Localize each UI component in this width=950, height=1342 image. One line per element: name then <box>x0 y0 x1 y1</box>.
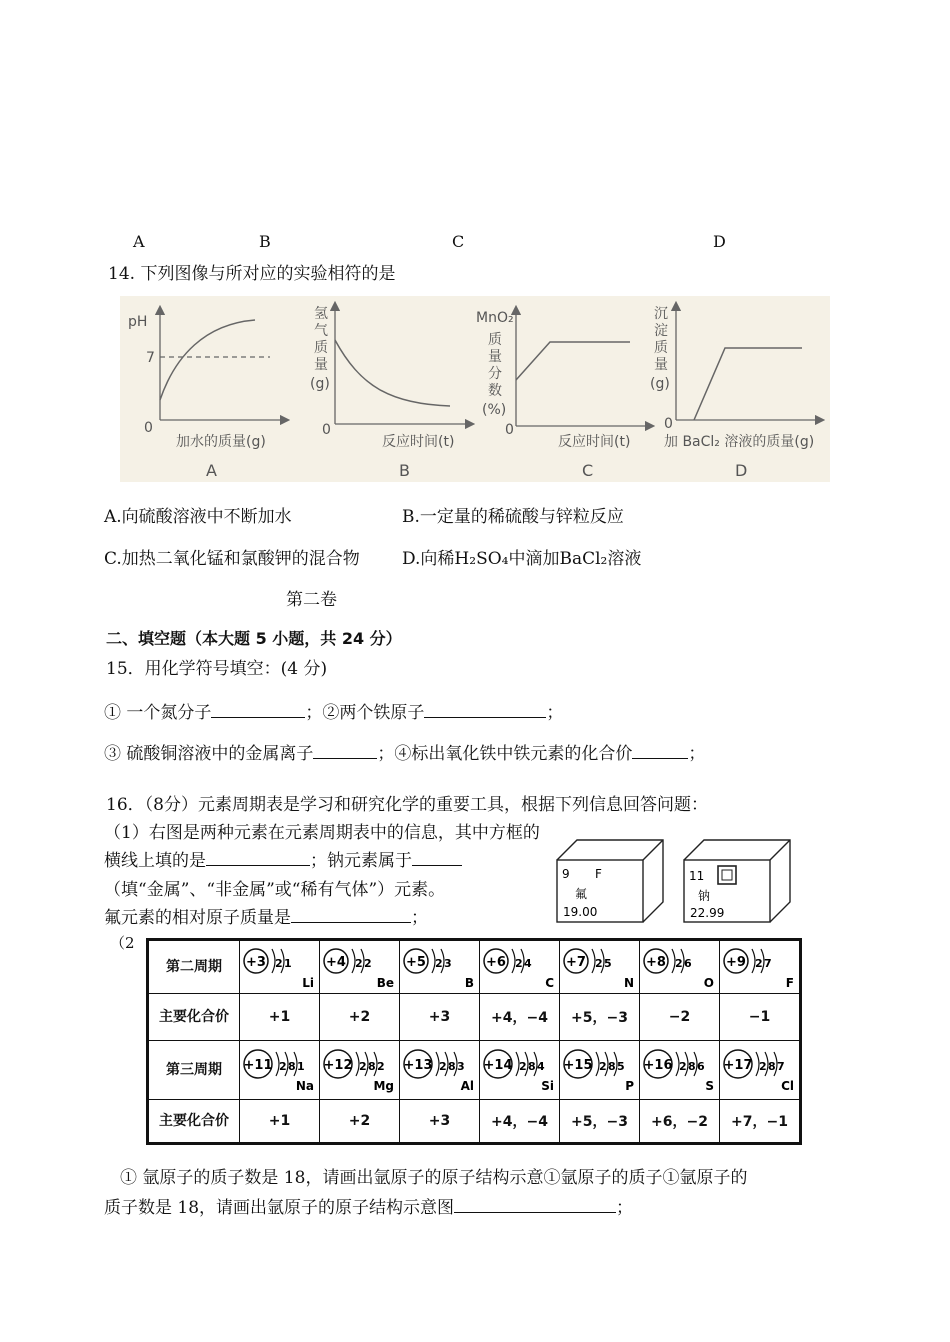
valence-cell: +1 <box>240 1100 320 1144</box>
valence-cell: +6，−2 <box>640 1100 720 1144</box>
electron-count: 8 <box>608 1060 616 1073</box>
graph-c-x-label: 反应时间(t) <box>558 434 631 450</box>
electron-count: 2 <box>759 1060 767 1073</box>
element-symbol: Al <box>460 1079 474 1093</box>
q14-option-d: D.向稀H₂SO₄中滴加BaCl₂溶液 <box>402 549 642 569</box>
valence-cell: −1 <box>720 994 801 1041</box>
q16-line4a: 氟元素的相对原子质量是 <box>104 908 291 928</box>
q14-graph-panel <box>120 296 830 482</box>
graph-d-x-label: 加 BaCl₂ 溶液的质量(g) <box>664 434 815 450</box>
q15-blank3[interactable] <box>313 740 377 759</box>
graph-a-y-mark: 7 <box>146 350 155 366</box>
valence-cell: +4，−4 <box>480 1100 560 1144</box>
element-box-sodium <box>682 838 794 931</box>
q16-q1-line1: ① 氩原子的质子数是 18，请画出氩原子的原子结构示意①氩原子的质子①氩原子的 <box>120 1168 748 1188</box>
valence-cell: +5，−3 <box>560 1100 640 1144</box>
graph-b-letter: B <box>399 461 410 480</box>
electron-count: 8 <box>448 1060 456 1073</box>
atom-diagram <box>640 941 719 993</box>
fluorine-symbol: F <box>595 867 602 881</box>
graph-c <box>476 310 650 480</box>
atom-cell <box>400 940 480 994</box>
part2-title: 第二卷 <box>286 590 337 610</box>
electron-count: 4 <box>524 957 532 970</box>
nucleus-charge: +8 <box>646 955 666 970</box>
electron-count: 2 <box>599 1060 607 1073</box>
atom-diagram <box>320 941 399 993</box>
period2-row <box>148 940 801 994</box>
q16-q1-line2 <box>104 1193 633 1218</box>
atom-cell <box>560 940 640 994</box>
q15-blank2[interactable] <box>424 699 546 718</box>
element-symbol: S <box>705 1079 714 1093</box>
q16-blank3[interactable] <box>291 904 411 923</box>
option-letter-c: C <box>452 232 465 251</box>
q16-stem: 16．（8分）元素周期表是学习和研究化学的重要工具，根据下列信息回答问题： <box>106 795 708 815</box>
q14-option-a: A.向硫酸溶液中不断加水 <box>104 507 292 527</box>
element-symbol: Si <box>541 1079 554 1093</box>
row-header-valence2: 主要化合价 <box>148 994 240 1041</box>
atom-cell <box>480 940 560 994</box>
electron-count: 8 <box>528 1060 536 1073</box>
atom-diagram <box>720 1044 799 1096</box>
fluorine-name: 氟 <box>575 887 588 901</box>
periodic-table <box>146 938 802 1145</box>
electron-count: 2 <box>355 957 363 970</box>
fluorine-number: 9 <box>562 867 570 881</box>
atom-cell <box>320 1041 400 1100</box>
sodium-mass: 22.99 <box>690 906 725 920</box>
nucleus-charge: +17 <box>723 1058 753 1073</box>
nucleus-charge: +3 <box>246 955 266 970</box>
option-letter-d: D <box>713 232 726 251</box>
electron-count: 2 <box>359 1060 367 1073</box>
q15-item3: ③ 硫酸铜溶液中的金属离子 <box>104 744 314 764</box>
q14-option-b: B.一定量的稀硫酸与锌粒反应 <box>402 507 624 527</box>
atom-diagram <box>400 1044 479 1096</box>
q16-line4b: ； <box>411 908 428 928</box>
element-symbol: O <box>703 976 714 990</box>
fluorine-mass: 19.00 <box>563 905 598 919</box>
valence3-row <box>148 1100 801 1144</box>
nucleus-charge: +5 <box>406 955 426 970</box>
element-symbol: Na <box>295 1079 314 1093</box>
valence-cell: +5，−3 <box>560 994 640 1041</box>
electron-count: 2 <box>439 1060 447 1073</box>
q16-q1-end: ； <box>616 1198 634 1218</box>
q15-item4-end: ； <box>688 744 706 764</box>
element-symbol: Cl <box>781 1079 794 1093</box>
q16-line1: （1）右图是两种元素在元素周期表中的信息，其中方框的 <box>104 823 540 843</box>
electron-count: 6 <box>684 957 692 970</box>
electron-count: 8 <box>688 1060 696 1073</box>
atom-cell <box>240 1041 320 1100</box>
valence-cell: +3 <box>400 994 480 1041</box>
electron-count: 3 <box>444 957 452 970</box>
electron-count: 1 <box>284 957 292 970</box>
element-symbol: N <box>623 976 634 990</box>
valence-cell: −2 <box>640 994 720 1041</box>
electron-count: 2 <box>755 957 763 970</box>
electron-count: 2 <box>595 957 603 970</box>
graph-a <box>128 310 285 480</box>
electron-count: 6 <box>697 1060 705 1073</box>
atom-diagram <box>240 1044 319 1096</box>
atom-cell <box>320 940 400 994</box>
option-letter-a: A <box>133 232 145 251</box>
q15-item1: ① 一个氮分子 <box>104 703 212 723</box>
graph-b-origin: 0 <box>322 422 331 438</box>
q16-line3: （填“金属”、“非金属”或“稀有气体”）元素。 <box>104 880 446 900</box>
q16-line2b: ；钠元素属于 <box>310 851 412 871</box>
electron-count: 2 <box>279 1060 287 1073</box>
nucleus-charge: +6 <box>486 955 506 970</box>
valence-cell: +7，−1 <box>720 1100 801 1144</box>
graph-b <box>310 306 470 480</box>
svg-text:质量分数(%): 质量分数(%) <box>482 332 507 418</box>
graph-a-y-label: pH <box>128 314 148 330</box>
atom-cell <box>480 1041 560 1100</box>
atom-cell <box>240 940 320 994</box>
q15-blank1[interactable] <box>211 699 305 718</box>
graph-d <box>650 306 820 480</box>
atom-diagram <box>640 1044 719 1096</box>
q15-item2-end: ； <box>546 703 564 723</box>
atom-diagram <box>480 1044 559 1096</box>
element-symbol: Mg <box>373 1079 394 1093</box>
nucleus-charge: +13 <box>403 1058 433 1073</box>
atom-diagram <box>320 1044 399 1096</box>
atom-cell <box>640 1041 720 1100</box>
graph-a-x-label: 加水的质量(g) <box>176 434 266 450</box>
electron-count: 1 <box>297 1060 305 1073</box>
electron-count: 2 <box>515 957 523 970</box>
graph-a-letter: A <box>206 461 217 480</box>
q16-part2-label: （2 <box>110 934 135 952</box>
row-header-period2: 第二周期 <box>148 940 240 994</box>
nucleus-charge: +15 <box>563 1058 593 1073</box>
q16-line4 <box>104 903 428 928</box>
atom-cell <box>720 1041 801 1100</box>
atom-diagram <box>720 941 799 993</box>
q15-item2: ；②两个铁原子 <box>305 703 425 723</box>
electron-count: 8 <box>288 1060 296 1073</box>
svg-text:氢气质量(g): 氢气质量(g) <box>310 306 330 392</box>
q16-q1-blank[interactable] <box>454 1194 616 1213</box>
nucleus-charge: +16 <box>643 1058 673 1073</box>
atom-cell <box>720 940 801 994</box>
graph-b-x-label: 反应时间(t) <box>382 434 455 450</box>
row-header-valence3: 主要化合价 <box>148 1100 240 1144</box>
row-header-period3: 第三周期 <box>148 1041 240 1100</box>
element-symbol: C <box>545 976 554 990</box>
element-box-fluorine <box>555 838 667 931</box>
element-symbol: F <box>785 976 794 990</box>
q14-option-c: C.加热二氧化锰和氯酸钾的混合物 <box>104 549 360 569</box>
atom-diagram <box>400 941 479 993</box>
nucleus-charge: +14 <box>483 1058 513 1073</box>
atom-diagram <box>560 1044 639 1096</box>
valence2-row <box>148 994 801 1041</box>
electron-count: 5 <box>617 1060 625 1073</box>
nucleus-charge: +7 <box>566 955 586 970</box>
electron-count: 5 <box>604 957 612 970</box>
electron-count: 7 <box>764 957 772 970</box>
q15-line1 <box>104 698 563 723</box>
sodium-number: 11 <box>689 869 705 883</box>
atom-cell <box>560 1041 640 1100</box>
sodium-name: 钠 <box>698 889 711 903</box>
q16-line2 <box>104 846 462 871</box>
nucleus-charge: +9 <box>726 955 746 970</box>
graph-d-origin: 0 <box>664 416 673 432</box>
element-symbol: Li <box>302 976 314 990</box>
q16-line2a: 横线上填的是 <box>104 851 206 871</box>
valence-cell: +1 <box>240 994 320 1041</box>
valence-cell: +4，−4 <box>480 994 560 1041</box>
q15-line2 <box>104 739 705 764</box>
q16-blank2[interactable] <box>412 847 462 866</box>
svg-text:沉淀质量(g): 沉淀质量(g) <box>650 306 670 392</box>
q15-blank4[interactable] <box>632 740 688 759</box>
electron-count: 2 <box>435 957 443 970</box>
graph-c-letter: C <box>582 461 594 480</box>
nucleus-charge: +4 <box>326 955 346 970</box>
electron-count: 3 <box>457 1060 465 1073</box>
q14-stem: 14. 下列图像与所对应的实验相符的是 <box>108 264 396 284</box>
electron-count: 8 <box>768 1060 776 1073</box>
atom-diagram <box>240 941 319 993</box>
graph-d-letter: D <box>735 461 748 480</box>
valence-cell: +2 <box>320 1100 400 1144</box>
atom-cell <box>400 1041 480 1100</box>
q15-stem: 15．用化学符号填空：(4 分) <box>106 659 328 679</box>
atom-cell <box>640 940 720 994</box>
electron-count: 2 <box>679 1060 687 1073</box>
element-symbol: Be <box>376 976 394 990</box>
q16-blank1[interactable] <box>206 847 310 866</box>
electron-count: 8 <box>368 1060 376 1073</box>
valence-cell: +2 <box>320 994 400 1041</box>
atom-diagram <box>480 941 559 993</box>
electron-count: 4 <box>537 1060 545 1073</box>
graph-c-y-top: MnO₂ <box>476 310 514 326</box>
q15-item4: ；④标出氧化铁中铁元素的化合价 <box>377 744 633 764</box>
nucleus-charge: +11 <box>243 1058 273 1073</box>
q16-q1-line2-text: 质子数是 18，请画出氩原子的原子结构示意图 <box>104 1198 455 1218</box>
electron-count: 2 <box>675 957 683 970</box>
valence-cell: +3 <box>400 1100 480 1144</box>
period3-row <box>148 1041 801 1100</box>
atom-diagram <box>560 941 639 993</box>
nucleus-charge: +12 <box>323 1058 353 1073</box>
graph-c-origin: 0 <box>505 422 514 438</box>
electron-count: 7 <box>777 1060 785 1073</box>
graph-a-origin: 0 <box>144 420 153 436</box>
option-letter-b: B <box>259 232 271 251</box>
electron-count: 2 <box>519 1060 527 1073</box>
electron-count: 2 <box>364 957 372 970</box>
element-symbol: P <box>625 1079 634 1093</box>
electron-count: 2 <box>275 957 283 970</box>
element-symbol: B <box>464 976 474 990</box>
section2-heading: 二、填空题（本大题 5 小题，共 24 分） <box>106 629 402 648</box>
electron-count: 2 <box>377 1060 385 1073</box>
